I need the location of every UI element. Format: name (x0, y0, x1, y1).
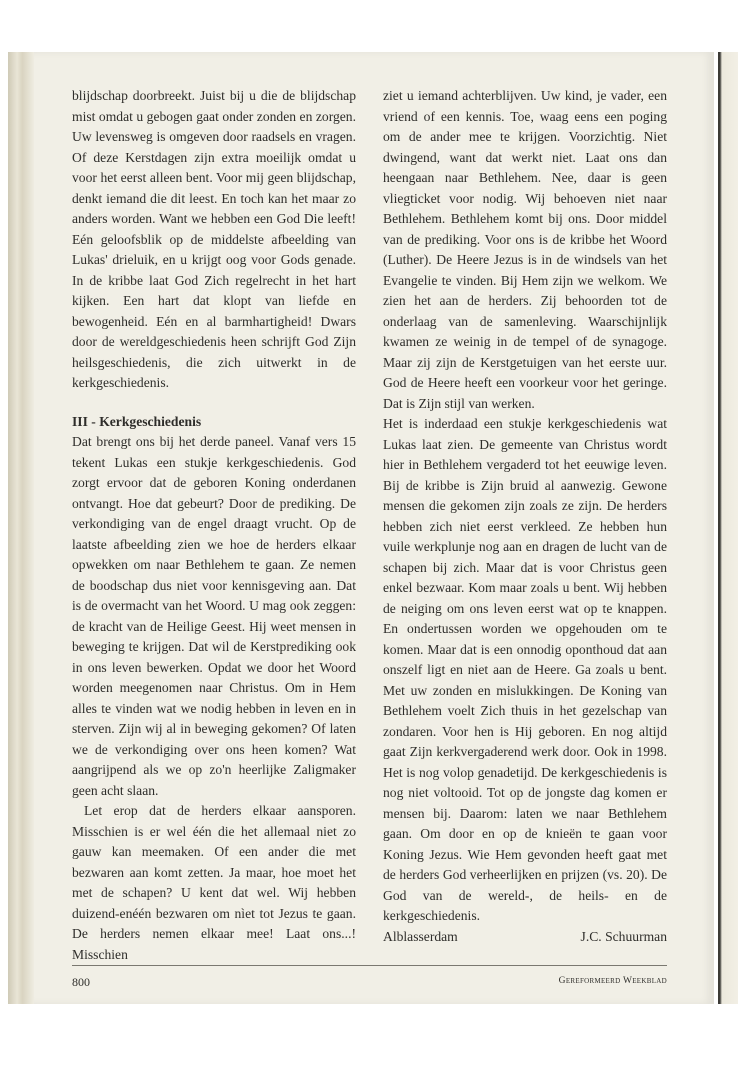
paragraph: Dat brengt ons bij het derde paneel. Vanaf vers 15 tekent Lukas een stukje kerkgeschiedenis. God zorgt ervoor dat de geboren Koning onderdanen ontvangt. Hoe dat gebeurt? Door de prediking. De verkondiging van de engel draagt vrucht. Op de laatste afbeelding zien we hoe de herders elkaar opwekken om naar Bethlehem te gaan. Ze nemen de boodschap dus niet voor kennisgeving aan. Dat is de overmacht van het Woord. U mag ook zeggen: de kracht van de Heilige Geest. Hij weet mensen in beweging te krijgen. Dat wil de Kerstprediking ook in ons leven bewerken. Opdat we door het Woord worden meegenomen naar Christus. Om in Hem alles te vinden wat we nodig hebben in leven en in sterven. Zijn wij al in beweging gekomen? Of laten we de verkondiging over ons heen komen? Wat aangrijpend als we op zo'n heerlijke Zaligmaker geen acht slaan. (72, 434, 356, 798)
paragraph: ziet u iemand achterblijven. Uw kind, je vader, een vriend of een kennis. Toe, waag eens een poging om de ander mee te krijgen. Voorzichtig. Niet dwingend, want dat werkt niet. Laat ons dan heengaan naar Bethlehem. Nee, daar is geen vliegticket voor nodig. Wij behoeven niet naar Bethlehem. Bethlehem komt bij ons. Door middel van de prediking. Voor ons is de kribbe het Woord (Luther). De Heere Jezus is in de windsels van het Evangelie te vinden. Bij Hem zijn we welkom. We zien het aan de herders. Zij behoorden tot de onderlaag van de samenleving. Waarschijnlijk kwamen ze weinig in de tempel of de synagoge. Maar zij zijn de Kerstgetuigen van het eerste uur. God de Heere heeft een voorkeur voor het geringe. Dat is Zijn stijl van werken. (383, 88, 667, 411)
paragraph: Het is inderdaad een stukje kerkgeschiedenis wat Lukas laat zien. De gemeente van Christus wordt hier in Bethlehem vergaderd tot het eeuwige leven. Bij de kribbe is Zijn bruid al aanwezig. Gewone mensen die gekomen zijn zoals ze zijn. De herders hebben zich niet eerst verkleed. Ze hebben hun vuile werkplunje nog aan en dragen de lucht van de schapen bij zich. Maar dat is voor Christus geen enkel bezwaar. Kom maar zoals u bent. Wij hebben de neiging om ons leven eerst wat op te knappen. En ondertussen worden we opgehouden om te komen. Maar dat is een onnodig oponthoud dat aan onszelf ligt en niet aan de Heere. Ga zoals u bent. Met uw zonden en mislukkingen. De Koning van Bethlehem voelt Zich thuis in het gezelschap van zondaren. Voor hen is Hij geboren. En nog altijd gaat Zijn kerkvergaderend werk door. Ook in 1998. Het is nog volop genadetijd. De kerkgeschiedenis is nog niet voltooid. Tot op de jongste dag komen er mensen bij. Daarom: laten we naar Bethlehem gaan. Om door en op de knieën te gaan voor Koning Jezus. Wie Hem gevonden heeft gaat met de herders God verheerlijken en prijzen (vs. 20). De God van de wereld-, de heils- en de kerkgeschiedenis. (383, 416, 667, 923)
page-number: 800 (72, 975, 90, 989)
publication-name: Gereformeerd Weekblad (558, 976, 667, 986)
section-heading: III - Kerkgeschiedenis (72, 413, 202, 429)
page-edge (8, 52, 34, 1004)
paragraph: blijdschap doorbreekt. Juist bij u die de blijdschap mist omdat u gebogen gaat onder zonden en zorgen. Uw levensweg is omgeven door raadsels en vragen. Of deze Kerstdagen zijn extra moeilijk omdat u voor het eerst alleen bent. Voor mij geen blijdschap, denkt iemand die dit leest. En toch kan het maar zo anders worden. Want we hebben een God Die leeft! Eén geloofsblik op de middelste afbeelding van Lukas' drieluik, en u krijgt oog voor Gods genade. In de kribbe laat God Zich regelrecht in het hart kijken. Een hart dat klopt van liefde en bewogenheid. Eén en al barmhartigheid! Dwars door de wereldgeschiedenis heen schrijft God Zijn heilsgeschiedenis, die zich uitwerkt in de kerkgeschiedenis. (72, 88, 356, 390)
paragraph: Let erop dat de herders elkaar aansporen. Misschien is er wel één die het allemaal niet zo gauw kan meemaken. Of een ander die met bezwaren aan komt zetten. Ja maar, hoe moet het met de schapen? U kent dat wel. Wij hebben duizend-enéén bezwaren om nìet tot Jezus te gaan. De herders nemen elkaar mee! Laat ons...! Misschien (72, 803, 356, 962)
footer-rule (72, 965, 667, 966)
left-column (72, 86, 356, 965)
signature-place: Alblasserdam (383, 928, 458, 944)
right-column (383, 86, 667, 947)
signature-author: J.C. Schuurman (580, 928, 667, 944)
next-page-edge (718, 52, 738, 1004)
signature-line (383, 927, 667, 948)
